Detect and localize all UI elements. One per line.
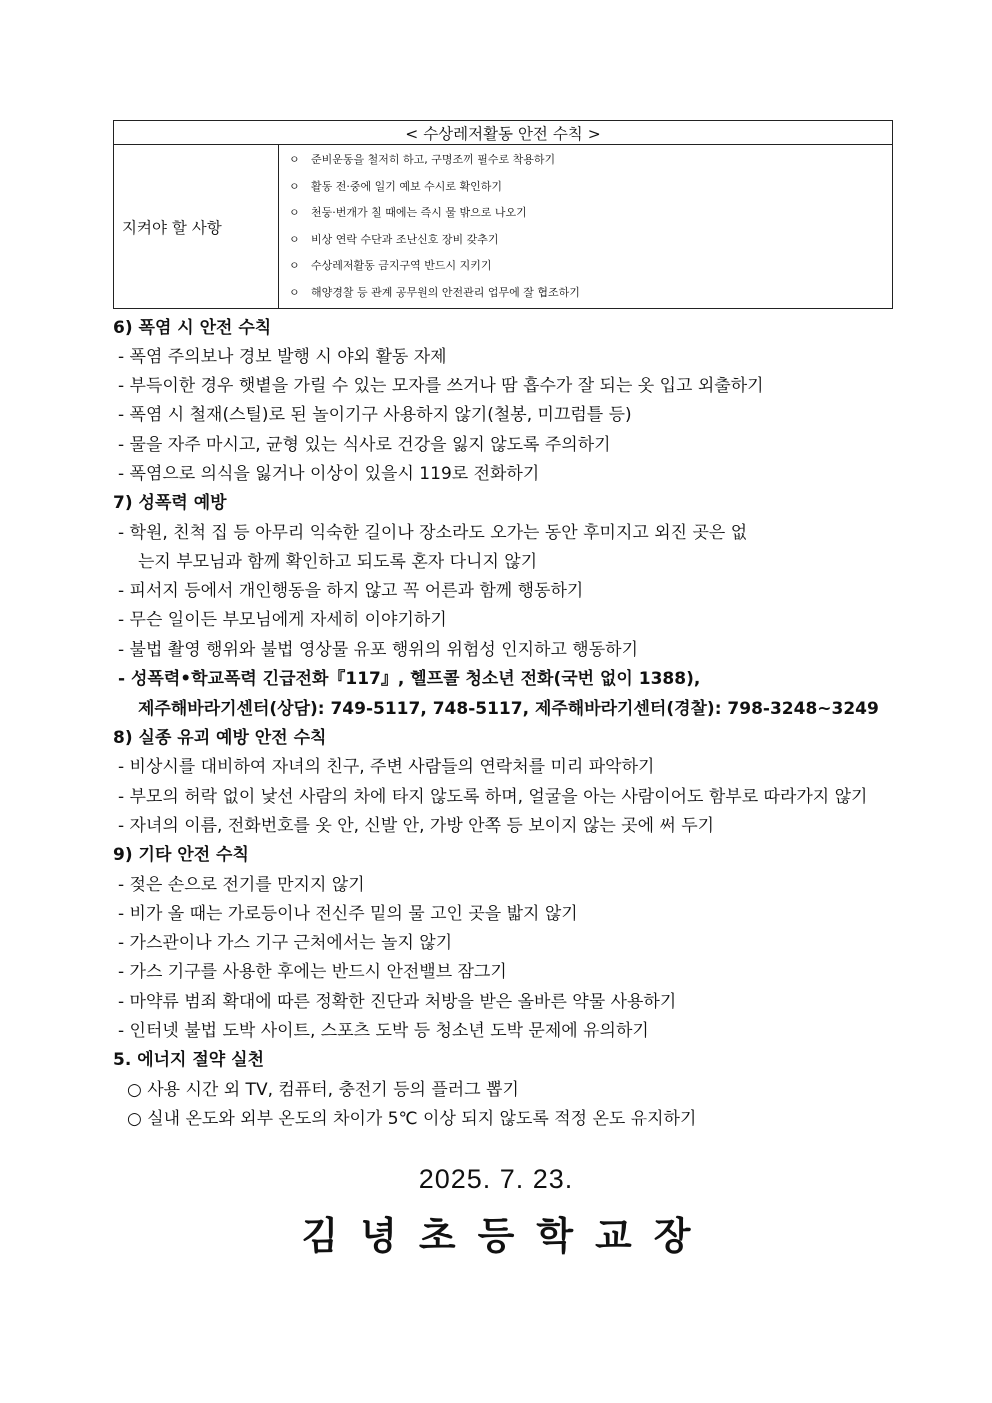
list-item: - 피서지 등에서 개인행동을 하지 않고 꼭 어른과 함께 행동하기 (118, 581, 584, 601)
section-heading-heat: 6) 폭염 시 안전 수칙 (113, 318, 272, 338)
principal-signature: 김녕초등학교장 (301, 1214, 713, 1258)
table-item: ㅇ 해양경찰 등 관계 공무원의 안전관리 업무에 잘 협조하기 (289, 285, 580, 299)
list-item: - 마약류 범죄 확대에 따른 정확한 진단과 처방을 받은 올바른 약물 사용하기 (118, 992, 677, 1012)
section-heading-other: 9) 기타 안전 수칙 (113, 845, 249, 865)
list-item: - 자녀의 이름, 전화번호를 옷 안, 신발 안, 가방 안쪽 등 보이지 않는 곳에 써 두기 (118, 816, 715, 836)
list-item: - 물을 자주 마시고, 균형 있는 식사로 건강을 잃지 않도록 주의하기 (118, 435, 611, 455)
list-item: - 비가 올 때는 가로등이나 전신주 밑의 물 고인 곳을 밟지 않기 (118, 904, 578, 924)
list-item: - 가스관이나 가스 기구 근처에서는 놀지 않기 (118, 933, 453, 953)
table-item: ㅇ 준비운동을 철저히 하고, 구명조끼 필수로 착용하기 (289, 153, 556, 166)
table-item: ㅇ 활동 전·중에 일기 예보 수시로 확인하기 (289, 179, 502, 193)
table-label: 지켜야 할 사항 (114, 145, 279, 309)
list-item: ○ 사용 시간 외 TV, 컴퓨터, 충전기 등의 플러그 뽑기 (127, 1080, 519, 1100)
list-item: - 무슨 일이든 부모님에게 자세히 이야기하기 (118, 610, 447, 630)
hotline-info-continued: 제주해바라기센터(상담): 749-5117, 748-5117, 제주해바라기센터(경찰): 798-3248~3249 (138, 699, 879, 719)
hotline-info: - 성폭력•학교폭력 긴급전화『117』, 헬프콜 청소년 전화(국번 없이 1388), (118, 669, 701, 689)
section-heading-missing: 8) 실종 유괴 예방 안전 수칙 (113, 728, 327, 748)
section-heading-energy: 5. 에너지 절약 실천 (113, 1050, 264, 1070)
list-item: - 비상시를 대비하여 자녀의 친구, 주변 사람들의 연락처를 미리 파악하기 (118, 757, 655, 777)
list-item: - 가스 기구를 사용한 후에는 반드시 안전밸브 잠그기 (118, 962, 507, 982)
list-item: - 인터넷 불법 도박 사이트, 스포츠 도박 등 청소년 도박 문제에 유의하기 (118, 1021, 649, 1041)
table-title: < 수상레저활동 안전 수칙 > (114, 121, 893, 145)
table-item: ㅇ 천둥·번개가 칠 때에는 즉시 물 밖으로 나오기 (289, 206, 527, 219)
section-heading-violence: 7) 성폭력 예방 (113, 493, 227, 513)
water-leisure-safety-table (113, 120, 893, 309)
table-item: ㅇ 비상 연락 수단과 조난신호 장비 갖추기 (289, 232, 499, 246)
list-item: - 젖은 손으로 전기를 만지지 않기 (118, 875, 365, 895)
document-date: 2025. 7. 23. (418, 1164, 574, 1194)
list-item: - 폭염 주의보나 경보 발행 시 야외 활동 자제 (118, 347, 447, 367)
list-item-continued: 는지 부모님과 함께 확인하고 되도록 혼자 다니지 않기 (138, 552, 538, 572)
list-item: ○ 실내 온도와 외부 온도의 차이가 5℃ 이상 되지 않도록 적정 온도 유지하기 (127, 1109, 697, 1129)
list-item: - 폭염으로 의식을 잃거나 이상이 있을시 119로 전화하기 (118, 464, 540, 484)
list-item: - 폭염 시 철재(스틸)로 된 놀이기구 사용하지 않기(철봉, 미끄럼틀 등) (118, 405, 632, 425)
list-item: - 부득이한 경우 햇볕을 가릴 수 있는 모자를 쓰거나 땀 흡수가 잘 되는 옷 입고 외출하기 (118, 376, 764, 396)
list-item: - 학원, 친척 집 등 아무리 익숙한 길이나 장소라도 오가는 동안 후미지고 외진 곳은 없 (118, 523, 748, 543)
list-item: - 불법 촬영 행위와 불법 영상물 유포 행위의 위험성 인지하고 행동하기 (118, 640, 638, 660)
table-item: ㅇ 수상레저활동 금지구역 반드시 지키기 (289, 259, 492, 272)
table-items (279, 145, 893, 309)
list-item: - 부모의 허락 없이 낯선 사람의 차에 타지 않도록 하며, 얼굴을 아는 사람이어도 함부로 따라가지 않기 (118, 787, 868, 807)
